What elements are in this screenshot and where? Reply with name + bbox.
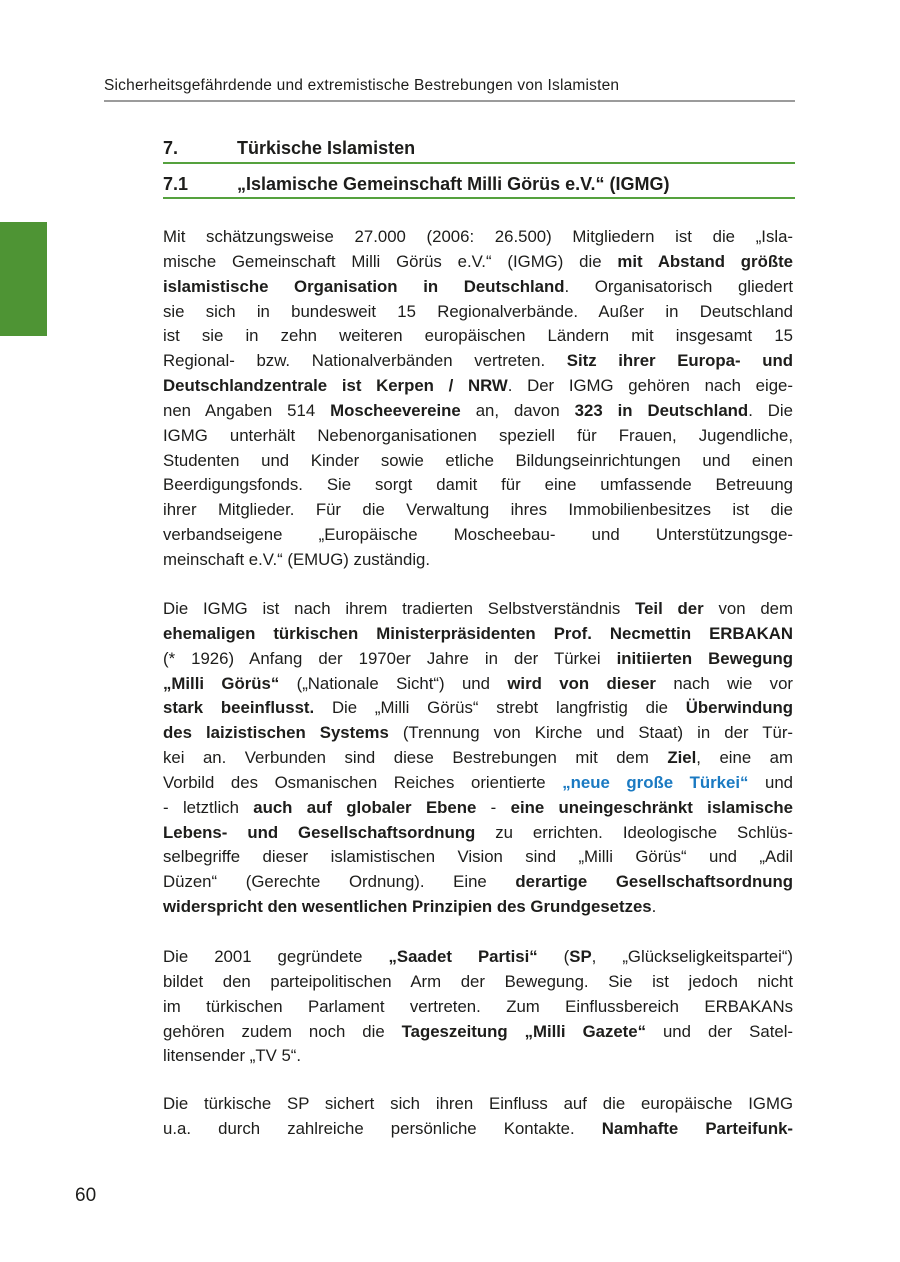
text-segment: gehören zudem noch die: [163, 1021, 402, 1041]
text-line: [163, 324, 793, 349]
bold-text: initiierten Bewegung: [616, 648, 793, 668]
text-line: [163, 275, 793, 300]
text-line: [163, 895, 793, 920]
text-line: [163, 696, 793, 721]
bold-text: Moscheevereine: [330, 400, 461, 420]
text-segment: Düzen“ (Gerechte Ordnung). Eine: [163, 872, 516, 892]
text-segment: . Die: [748, 400, 793, 420]
bold-text: „Saadet Partisi“: [388, 947, 538, 966]
text-line: [163, 821, 793, 846]
running-header-rule: [104, 100, 795, 102]
text-line: [163, 498, 793, 523]
bold-text: stark beeinflusst.: [163, 698, 315, 718]
text-line: [163, 622, 793, 647]
text-line: [163, 870, 793, 895]
text-segment: und: [748, 772, 793, 792]
body-paragraph-2: [163, 597, 793, 920]
text-line: [163, 473, 793, 498]
text-segment: , eine am: [696, 748, 793, 768]
text-line: [163, 399, 793, 424]
text-line: [163, 1044, 793, 1069]
section-title: „Islamische Gemeinschaft Milli Görüs e.V.“ (IGMG): [237, 174, 670, 194]
text-segment: Die 2001 gegründete: [163, 947, 389, 966]
section-number: 7.1: [163, 174, 189, 194]
text-line: [163, 647, 793, 672]
text-segment: nen Angaben 514: [163, 400, 331, 420]
text-line: [163, 374, 793, 399]
text-segment: litensender „TV 5“.: [163, 1046, 302, 1066]
text-segment: sie sich in bundesweit 15 Regionalverbände. Außer in Deutschland: [163, 301, 793, 321]
chapter-color-tab: [0, 222, 47, 336]
text-segment: - letztlich: [163, 797, 254, 817]
bold-text: Tageszeitung „Milli Gazete“: [401, 1021, 646, 1041]
highlighted-text: „neue große Türkei“: [562, 772, 749, 792]
section-heading-7-1: [163, 174, 795, 195]
section-heading-rule: [163, 197, 795, 199]
text-segment: kei an. Verbunden sind diese Bestrebungen mit dem: [163, 748, 668, 768]
text-line: [163, 970, 793, 995]
text-segment: , „Glückseligkeitspartei“): [591, 947, 793, 966]
text-line: [163, 449, 793, 474]
text-segment: selbegriffe dieser islamistischen Vision sind „Milli Görüs“ und „Adil: [163, 847, 793, 867]
bold-text: SP: [569, 947, 592, 966]
text-line: [163, 597, 793, 622]
body-paragraph-1: [163, 225, 793, 573]
bold-text: mit Abstand größte: [617, 251, 793, 271]
bold-text: Ziel: [667, 748, 697, 768]
text-line: [163, 845, 793, 870]
text-line: [163, 672, 793, 697]
text-segment: und der Satel-: [646, 1021, 794, 1041]
bold-text: wird von dieser: [507, 673, 656, 693]
text-segment: ist sie in zehn weiteren europäischen Ländern mit insgesamt 15: [163, 326, 793, 346]
running-header: Sicherheitsgefährdende und extremistische Bestrebungen von Islamisten: [104, 77, 620, 94]
bold-text: Deutschlandzentrale ist Kerpen / NRW: [163, 376, 508, 396]
bold-text: Lebens- und Gesellschaftsordnung: [163, 822, 476, 842]
text-line: [163, 721, 793, 746]
text-segment: Die IGMG ist nach ihrem tradierten Selbstverständnis: [163, 599, 636, 618]
text-segment: („Nationale Sicht“) und: [279, 673, 508, 693]
text-segment: Die „Milli Görüs“ strebt langfristig die: [314, 698, 686, 718]
text-segment: bildet den parteipolitischen Arm der Bewegung. Sie ist jedoch nicht: [163, 971, 793, 991]
bold-text: 323 in Deutschland: [574, 400, 749, 420]
text-segment: . Organisatorisch gliedert: [564, 276, 794, 296]
text-segment: Beerdigungsfonds. Sie sorgt damit für eine umfassende Betreuung: [163, 475, 793, 495]
body-paragraph-3: [163, 945, 793, 1069]
text-segment: von dem: [703, 599, 793, 618]
text-line: [163, 523, 793, 548]
text-line: [163, 796, 793, 821]
text-line: [163, 1020, 793, 1045]
text-line: [163, 349, 793, 374]
text-line: [163, 300, 793, 325]
text-segment: im türkischen Parlament vertreten. Zum Einflussbereich ERBAKANs: [163, 996, 793, 1016]
bold-text: Teil der: [635, 599, 704, 618]
text-segment: Die türkische SP sichert sich ihren Einfluss auf die europäische IGMG: [163, 1094, 793, 1113]
text-line: [163, 250, 793, 275]
bold-text: „Milli Görüs“: [163, 673, 280, 693]
text-segment: Studenten und Kinder sowie etliche Bildungseinrichtungen und einen: [163, 450, 793, 470]
bold-text: ehemaligen türkischen Ministerpräsidenten Prof. Necmettin ERBAKAN: [163, 623, 793, 643]
section-number: 7.: [163, 138, 179, 158]
bold-text: Sitz ihrer Europa- und: [566, 351, 793, 371]
section-heading-rule: [163, 162, 795, 164]
page-number: 60: [75, 1185, 97, 1206]
text-segment: verbandseigene „Europäische Moscheebau- und Unterstützungsge-: [163, 525, 793, 545]
text-line: [163, 1092, 793, 1117]
bold-text: islamistische Organisation in Deutschland: [163, 276, 565, 296]
text-segment: .: [651, 897, 657, 917]
bold-text: des laizistischen Systems: [163, 723, 389, 743]
text-segment: Vorbild des Osmanischen Reiches orientierte: [163, 772, 563, 792]
text-segment: mische Gemeinschaft Milli Görüs e.V.“ (IGMG) die: [163, 251, 618, 271]
text-segment: -: [476, 797, 511, 817]
bold-text: derartige Gesellschaftsordnung: [515, 872, 793, 892]
text-line: [163, 225, 793, 250]
text-segment: Mit schätzungsweise 27.000 (2006: 26.500) Mitgliedern ist die „Isla-: [163, 227, 793, 246]
bold-text: Namhafte Parteifunk-: [601, 1118, 793, 1138]
text-segment: an, davon: [460, 400, 575, 420]
text-segment: Regional- bzw. Nationalverbänden vertreten.: [163, 351, 567, 371]
text-segment: nach wie vor: [655, 673, 793, 693]
body-paragraph-4: [163, 1092, 793, 1142]
text-segment: (* 1926) Anfang der 1970er Jahre in der Türkei: [163, 648, 617, 668]
text-line: [163, 945, 793, 970]
text-line: [163, 746, 793, 771]
text-line: [163, 771, 793, 796]
text-segment: . Der IGMG gehören nach eige-: [507, 376, 793, 396]
text-segment: u.a. durch zahlreiche persönliche Kontakte.: [163, 1118, 602, 1138]
section-heading-7: [163, 138, 795, 159]
text-segment: IGMG unterhält Nebenorganisationen speziell für Frauen, Jugendliche,: [163, 425, 793, 445]
bold-text: auch auf globaler Ebene: [253, 797, 477, 817]
text-line: [163, 1117, 793, 1142]
text-line: [163, 424, 793, 449]
bold-text: Überwindung: [685, 698, 793, 718]
text-segment: (Trennung von Kirche und Staat) in der Tür-: [388, 723, 793, 743]
bold-text: widerspricht den wesentlichen Prinzipien des Grundgesetzes: [163, 897, 652, 917]
section-title: Türkische Islamisten: [237, 138, 416, 158]
text-line: [163, 995, 793, 1020]
bold-text: eine uneingeschränkt islamische: [510, 797, 794, 817]
text-line: [163, 548, 793, 573]
text-segment: meinschaft e.V.“ (EMUG) zuständig.: [163, 549, 431, 569]
text-segment: ihrer Mitglieder. Für die Verwaltung ihres Immobilienbesitzes ist die: [163, 500, 793, 520]
text-segment: (: [537, 947, 570, 966]
text-segment: zu errichten. Ideologische Schlüs-: [475, 822, 793, 842]
